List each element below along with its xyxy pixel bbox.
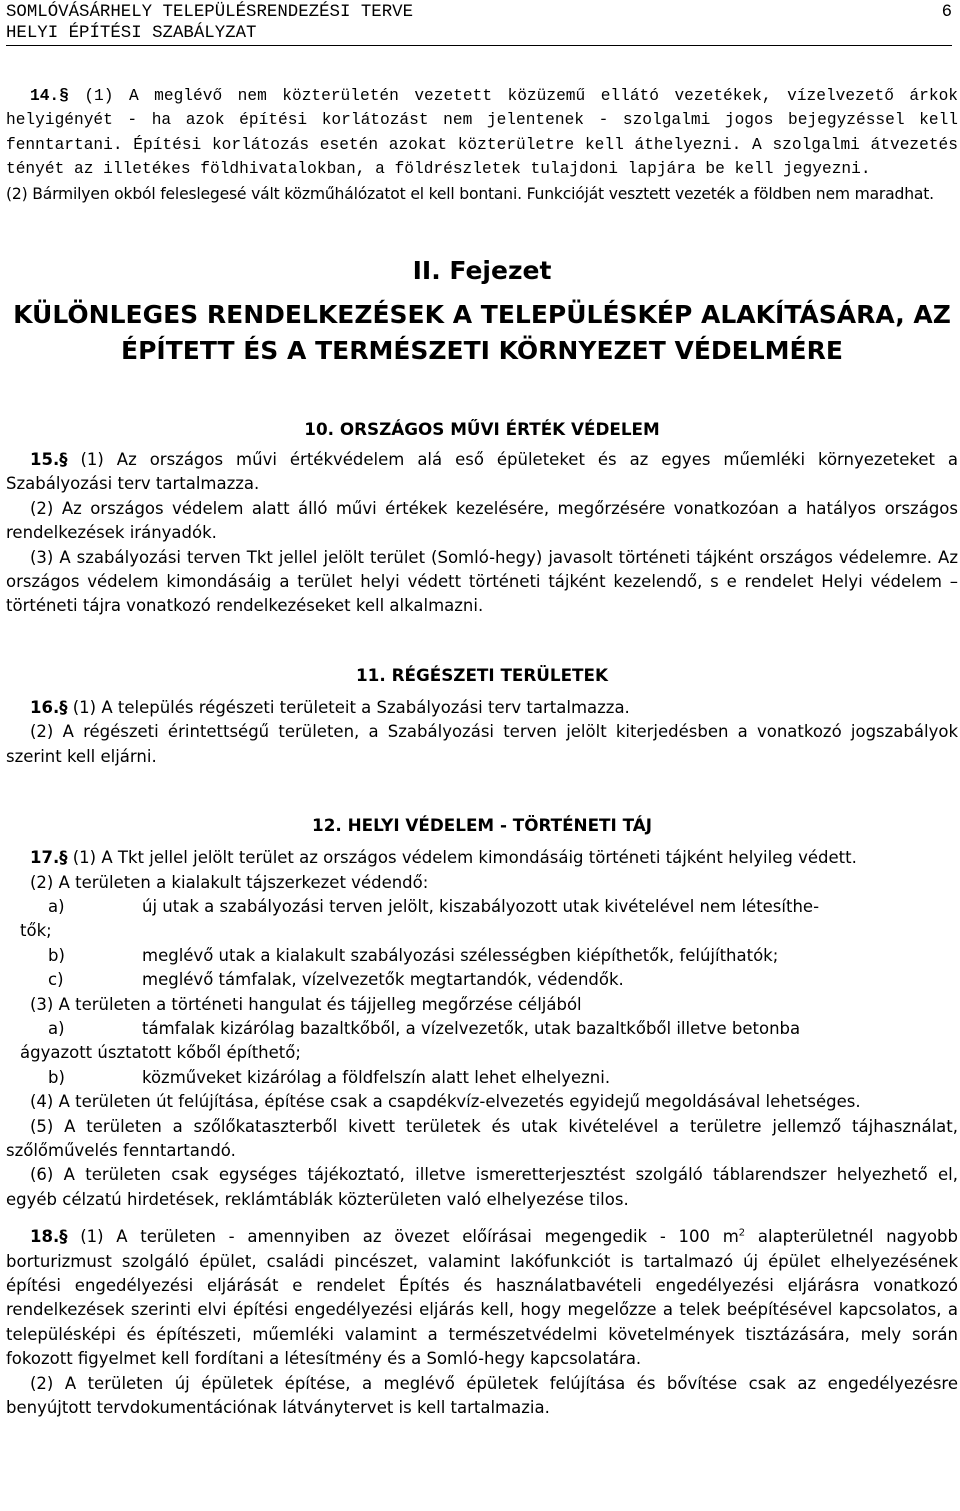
document-body: [6, 84, 958, 1420]
section-number: 17.§: [30, 848, 68, 868]
list-item: b) meglévő utak a kialakult szabályozási szélességben kiépíthetők, felújíthatók;: [48, 945, 779, 965]
list-item-continuation: tők;: [20, 921, 52, 941]
paragraph-16-1: 16.§ (1) A település régészeti területeit a Szabályozási terv tartalmazza.: [30, 697, 630, 717]
paragraph-17-4: (4) A területen út felújítása, építése csak a csapdékvíz-elvezetés egyidejű megoldásával lehetséges.: [30, 1092, 861, 1112]
section-number: 14.§: [30, 87, 69, 105]
document-subtitle: HELYI ÉPÍTÉSI SZABÁLYZAT: [6, 24, 257, 43]
spacer: [6, 1212, 958, 1225]
section-number: 16.§: [30, 697, 68, 717]
section-title-10: 10. ORSZÁGOS MŰVI ÉRTÉK VÉDELEM: [304, 419, 660, 440]
chapter-title: KÜLÖNLEGES RENDELKEZÉSEK A TELEPÜLÉSKÉP ALAKÍTÁSÁRA, AZ ÉPÍTETT ÉS A TERMÉSZETI KÖRNYEZET VÉDELMÉRE: [13, 300, 951, 366]
paragraph-17-5: (5) A területen a szőlőkataszterből kivett területek és utak kivételével a területre jellemző tájhasználat, szőlőművelés fenntartandó.: [6, 1116, 958, 1160]
section-title-11: 11. RÉGÉSZETI TERÜLETEK: [356, 664, 608, 685]
paragraph-18-2: (2) A területen új épületek építése, a meglévő épületek felújítása és bővítése csak az engedélyezésre benyújtott tervdokumentációnak látványtervet is kell tartalmazia.: [6, 1373, 958, 1418]
section-number: 15.§: [30, 450, 68, 470]
page-header: [6, 2, 952, 46]
list-item: a) új utak a szabályozási terven jelölt, kiszabályozott utak kivételével nem létesíthe-: [48, 896, 820, 916]
list-item: b) közműveket kizárólag a földfelszín alatt lehet elhelyezni.: [48, 1067, 611, 1087]
paragraph-17-2: (2) A területen a kialakult tájszerkezet védendő:: [30, 872, 429, 892]
paragraph-16-2: (2) A régészeti érintettségű területen, a Szabályozási terven jelölt kiterjedésben a vonatkozó jogszabályok szerint kell eljárni.: [6, 722, 958, 766]
paragraph-15-1: 15.§ (1) Az országos művi értékvédelem alá eső épületeket és az egyes műemléki környezeteket a Szabályozási terv tartalmazza.: [6, 450, 959, 494]
list-item-continuation: ágyazott úsztatott kőből építhető;: [20, 1043, 301, 1063]
paragraph-15-3: (3) A szabályozási terven Tkt jellel jelölt terület (Somló-hegy) javasolt történeti tájként országos védelemre. Az országos védelem kimondásáig a terület helyi védett történeti tájként kezelendő, s e rendelet Helyi védelem – történeti tájra vonatkozó rendelkezéseket kell alkalmazni.: [6, 547, 958, 616]
paragraph-17-6: (6) A területen csak egységes tájékoztató, illetve ismeretterjesztést szolgáló táblarendszer helyezhető el, egyéb célzatú hirdetések, reklámtáblák közterületen való elhelyezése tilos.: [6, 1165, 958, 1209]
paragraph-15-2: (2) Az országos védelem alatt álló művi értékek kezelésére, megőrzésére vonatkozóan a hatályos országos rendelkezések irányadók.: [6, 498, 958, 543]
list-item: a) támfalak kizárólag bazaltkőből, a vízelvezetők, utak bazaltkőből illetve betonba: [48, 1018, 801, 1038]
paragraph-18-1: 18.§ (1) A területen - amennyiben az övezet előírásai megengedik - 100 $m^2$ alapterületnél nagyobb borturizmust szolgáló épület, családi pincészet, valamint lakófunkciót is tartalmazó új épület elhelyezésének építési engedélyezési eljárását e rendelet Építés és használatbavételi engedélyezési eljárásra vonatkozó rendelkezések szerinti elvi építési engedélyezési eljárás kell, hogy megelőzze a telek beépítésével kapcsolatos, a településképi és építészeti, műemléki valamint a természetvédelmi követelmények tisztázására, mely során fokozott figyelmet kell fordítani a létesítmény és a Somló-hegy kapcsolatára.: [6, 1227, 958, 1369]
paragraph-17-3: (3) A területen a történeti hangulat és tájjelleg megőrzése céljából: [30, 994, 582, 1014]
paragraph-14-2: (2) Bármilyen okból feleslegesé vált közműhálózatot el kell bontani. Funkcióját vesztett vezeték a földben nem maradhat.: [6, 184, 934, 203]
section-number: 18.§: [30, 1227, 68, 1247]
list-item: c) meglévő támfalak, vízelvezetők megtartandók, védendők.: [48, 970, 624, 990]
chapter-number: II. Fejezet: [412, 256, 552, 286]
document-title: SOMLÓVÁSÁRHELY TELEPÜLÉSRENDEZÉSI TERVE: [6, 3, 414, 22]
section-title-12: 12. HELYI VÉDELEM - TÖRTÉNETI TÁJ: [312, 815, 652, 836]
page-number: 6: [941, 3, 952, 22]
paragraph-14-1: 14.§ (1) A meglévő nem közterületén vezetett közüzemű ellátó vezetékek, vízelvezető árkok helyigényét - ha azok építési korlátozást nem jelentenek - szolgalmi jogos bejegyzéssel kell fenntartani. Építési korlátozás esetén azokat közterületre kell áthelyezni. A szolgalmi átvezetés tényét az illetékes földhivatalokban, a földrészletek tulajdoni lapjára be kell jegyezni.: [6, 87, 958, 179]
paragraph-17-1: 17.§ (1) A Tkt jellel jelölt terület az országos védelem kimondásáig történeti tájként helyileg védett.: [30, 848, 857, 868]
